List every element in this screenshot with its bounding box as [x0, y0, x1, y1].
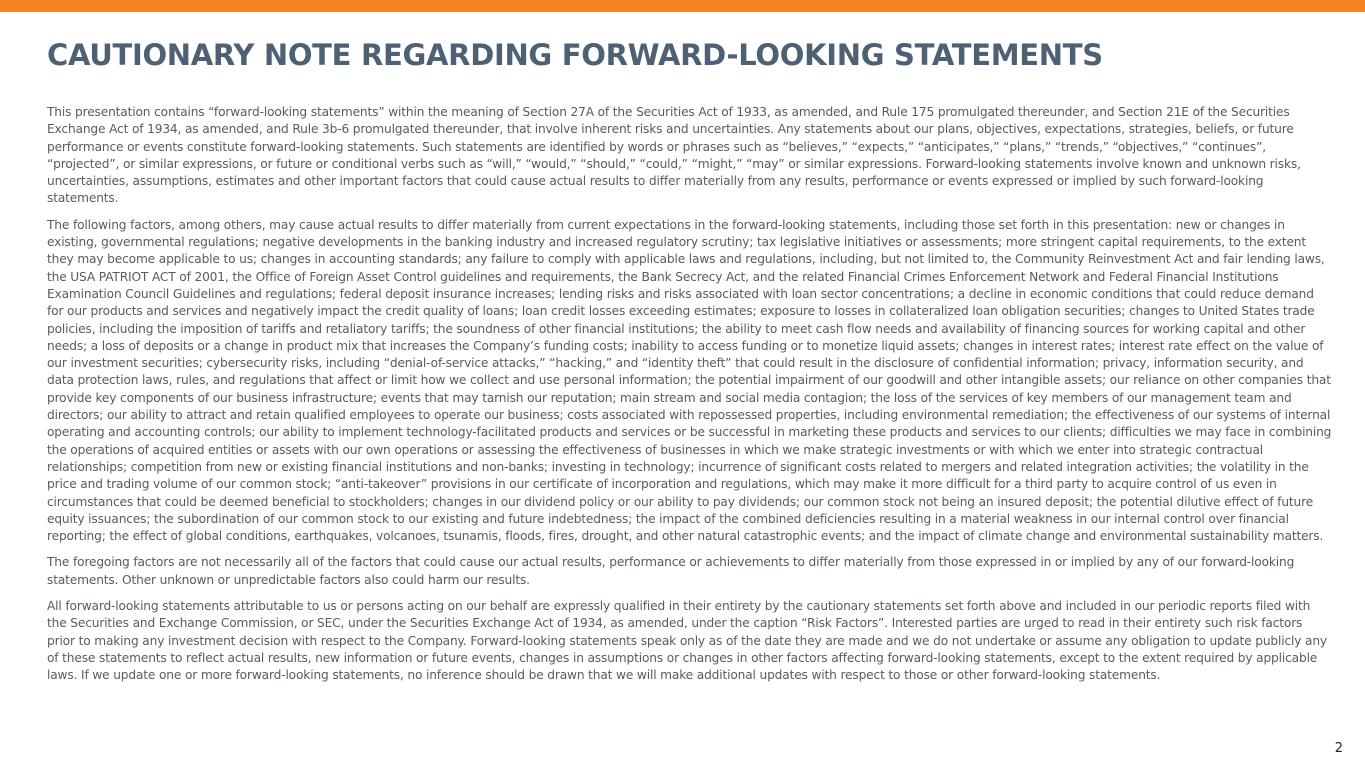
accent-bar	[0, 0, 1365, 12]
paragraph-intro: This presentation contains “forward-looking statements” within the meaning of Section 27A of the Securities Act of 1933, as amended, and Rule 175 promulgated thereunder, and Section 21E of the Securities Exchange Act of 1934, as amended, and Rule 3b-6 promulgated thereunder, that involve inherent risks and uncertainties. Any statements about our plans, objectives, expectations, strategies, beliefs, or future performance or events constitute forward-looking statements. Such statements are identified by words or phrases such as “believes,” “expects,” “anticipates,” “plans,” “trends,” “objectives,” “continues”, “projected”, or similar expressions, or future or conditional verbs such as “will,” “would,” “should,” “could,” “might,” “may” or similar expressions. Forward-looking statements involve known and unknown risks, uncertainties, assumptions, estimates and other important factors that could cause actual results to differ materially from any results, performance or events expressed or implied by such forward-looking statements.	[47, 105, 1301, 206]
paragraph-foregoing-factors: The foregoing factors are not necessarily all of the factors that could cause our actual results, performance or achievements to differ materially from those expressed in or implied by any of our forward-looking statements. Other unknown or unpredictable factors also could harm our results.	[47, 555, 1295, 587]
page-number: 2	[1334, 741, 1343, 756]
disclaimer-body	[47, 104, 1332, 694]
paragraph-risk-factors: The following factors, among others, may cause actual results to differ materially from current expectations in the forward-looking statements, including those set forth in this presentation: new or changes in existing, governmental regulations; negative developments in the banking industry and increased regulatory scrutiny; tax legislative initiatives or assessments; more stringent capital requirements, to the extent they may become applicable to us; changes in accounting standards; any failure to comply with applicable laws and regulations, including, but not limited to, the Community Reinvestment Act and fair lending laws, the USA PATRIOT ACT of 2001, the Office of Foreign Asset Control guidelines and requirements, the Bank Secrecy Act, and the related Financial Crimes Enforcement Network and Federal Financial Institutions Examination Council Guidelines and regulations; federal deposit insurance increases; lending risks and risks associated with loan sector concentrations; a decline in economic conditions that could reduce demand for our products and services and negatively impact the credit quality of loans; loan credit losses exceeding estimates; exposure to losses in collateralized loan obligation securities; changes to United States trade policies, including the imposition of tariffs and retaliatory tariffs; the soundness of other financial institutions; the ability to meet cash flow needs and availability of financing sources for working capital and other needs; a loss of deposits or a change in product mix that increases the Company’s funding costs; inability to access funding or to monetize liquid assets; changes in interest rates; interest rate effect on the value of our investment securities; cybersecurity risks, including “denial-of-service attacks,” “hacking,” and “identity theft” that could result in the disclosure of confidential information; privacy, information security, and data protection laws, rules, and regulations that affect or limit how we collect and use personal information; the potential impairment of our goodwill and other intangible assets; our reliance on other companies that provide key components of our business infrastructure; events that may tarnish our reputation; main stream and social media contagion; the loss of the services of key members of our management team and directors; our ability to attract and retain qualified employees to operate our business; costs associated with repossessed properties, including environmental remediation; the effectiveness of our systems of internal operating and accounting controls; our ability to implement technology-facilitated products and services or be successful in marketing these products and services to our clients; difficulties we may face in combining the operations of acquired entities or assets with our own operations or assessing the effectiveness of businesses in which we make strategic investments or with which we enter into strategic contractual relationships; competition from new or existing financial institutions and non-banks; investing in technology; incurrence of significant costs related to mergers and related integration activities; the volatility in the price and trading volume of our common stock; “anti-takeover” provisions in our certificate of incorporation and regulations, which may make it more difficult for a third party to acquire control of us even in circumstances that could be deemed beneficial to stockholders; changes in our dividend policy or our ability to pay dividends; our common stock not being an insured deposit; the potential dilutive effect of future equity issuances; the subordination of our common stock to our existing and future indebtedness; the impact of the combined deficiencies resulting in a material weakness in our internal control over financial reporting; the effect of global conditions, earthquakes, volcanoes, tsunamis, floods, fires, drought, and other natural catastrophic events; and the impact of climate change and environmental sustainability matters.	[47, 217, 1332, 544]
paragraph-qualification: All forward-looking statements attributable to us or persons acting on our behalf are expressly qualified in their entirety by the cautionary statements set forth above and included in our periodic reports filed with the Securities and Exchange Commission, or SEC, under the Securities Exchange Act of 1934, as amended, under the caption “Risk Factors”. Interested parties are urged to read in their entirety such risk factors prior to making any investment decision with respect to the Company. Forward-looking statements speak only as of the date they are made and we do not undertake or assume any obligation to update publicly any of these statements to reflect actual results, new information or future events, changes in assumptions or changes in other factors affecting forward-looking statements, except to the extent required by applicable laws. If we update one or more forward-looking statements, no inference should be drawn that we will make additional updates with respect to those or other forward-looking statements.	[47, 599, 1327, 683]
page-title: CAUTIONARY NOTE REGARDING FORWARD-LOOKING STATEMENTS	[47, 38, 1103, 72]
